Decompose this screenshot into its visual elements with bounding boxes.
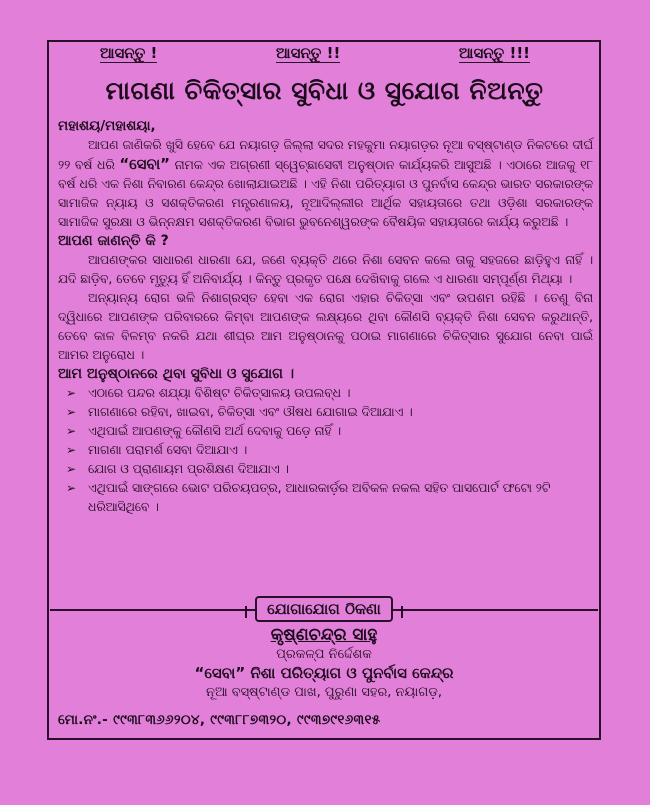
salutation: ମହାଶୟ/ମହାଶୟା, xyxy=(58,118,156,134)
poster-title: ମାଗଣା ଚିକିତ୍ସାର ସୁବିଧା ଓ ସୁଯୋଗ ନିଅନ୍ତୁ xyxy=(105,76,544,105)
exclaim-middle: ଆସନ୍ତୁ !! xyxy=(276,44,341,62)
exclaim-left: ଆସନ୍ତୁ ! xyxy=(100,44,158,62)
phone-numbers: ମୋ.ନଂ.- ୯୯୩୮୩୬୬୨୦୪, ୯୯୩୮୮୭୩୨୦, ୯୯୩୭୯୧୬୩୧୫ xyxy=(58,712,381,728)
arrow-icon: ➢ xyxy=(66,443,77,457)
arrow-icon: ➢ xyxy=(66,481,77,495)
exclaim-right: ଆସନ୍ତୁ !!! xyxy=(458,44,530,62)
list-item: ➢ ଏଥିପାଇଁ ସାଙ୍ଗରେ ଭୋଟ ପରିଚୟପତ୍ର, ଆଧାରକାର୍ଡ଼ର ଅବିକଳ ନକଲ ସହିତ ପାସପୋର୍ଟ ଫଟୋ ୨ଟି ଧରିଆସିଥିବେ । xyxy=(66,481,551,514)
arrow-icon: ➢ xyxy=(66,405,77,419)
intro-suffix: ନାମକ ଏକ ଅଗ୍ରଣୀ ସ୍ୱେଚ୍ଛାସେବୀ ଅନୁଷ୍ଠାନ କାର୍ଯ୍ୟକରି ଆସୁଅଛି । ଏଠାରେ ଆଜକୁ ୧୮ ବର୍ଷ ଧରି ଏକ ନିଶା ନିବାରଣ କେନ୍ଦ୍ର ଖୋଲାଯାଇଅଛି । ଏହି ନିଶା ପରିତ୍ୟାଗ ଓ ପୁନର୍ବାସ କେନ୍ଦ୍ର ଭାରତ ସରକାରଙ୍କ ସାମାଜିକ ନ୍ୟାୟ ଓ ସଶକ୍ତିକରଣ ମନ୍ତ୍ରଣାଳୟ, ନୂଆଦିଲ୍ଲୀର ଆର୍ଥିକ ସହାୟତାରେ ତଥା ଓଡ଼ିଶା ସରକାରଙ୍କ ସାମାଜିକ ସୁରକ୍ଷା ଓ ଭିନ୍ନକ୍ଷମ ସଶକ୍ତିକରଣ ବିଭାଗ ଭୁବନେଶ୍ୱରଙ୍କ ବୈଷୟିକ ସହାୟତାରେ କାର୍ଯ୍ୟ କରୁଅଛି । xyxy=(58,158,593,229)
facilities-list xyxy=(58,384,593,517)
arrow-icon: ➢ xyxy=(66,462,77,476)
contact-heading: ଯୋଗାଯୋଗ ଠିକଣା xyxy=(255,596,393,622)
intro-prefix: ଆପଣ ଜାଣିକରି ଖୁସି ହେବେ ଯେ ନୟାଗଡ଼ ଜିଲ୍ଲା ସଦର ମହକୁମା ନୟାଗଡ଼ର ନୂଆ ବସ୍ଷ୍ଟାଣ୍ଡ ନିକଟରେ ଦୀର୍ଘ ୨୨ ବର୍ଷ ଧରି xyxy=(58,138,593,172)
heading-do-you-know: ଆପଣ ଜାଣନ୍ତି କି ? xyxy=(58,233,169,249)
contact-details xyxy=(50,626,598,702)
arrow-icon: ➢ xyxy=(66,386,77,400)
exclaim-row xyxy=(100,44,530,63)
contact-address: ନୂଆ ବସ୍ଷ୍ଟାଣ୍ଡ ପାଖ, ପୁରୁଣା ସହର, ନୟାଗଡ଼, xyxy=(206,685,442,700)
intro-paragraph xyxy=(58,136,593,232)
request-paragraph: ଅନ୍ୟାନ୍ୟ ରୋଗ ଭଳି ନିଶାଗ୍ରସ୍ତ ହେବା ଏକ ରୋଗ ଏହାର ଚିକିତ୍ସା ଏବଂ ଉପଶମ ରହିଛି । ତେଣୁ ବିନା ଦ୍ୱିଧାରେ ଆପଣଙ୍କ ପରିବାରରେ କିମ୍ବା ଆପଣଙ୍କ ଲକ୍ଷ୍ୟରେ ଥିବା କୌଣସି ବ୍ୟକ୍ତି ନିଶା ସେବନ କରୁଥାନ୍ତି, ତେବେ କାଳ ବିଳମ୍ବ ନକରି ଯଥା ଶୀଘ୍ର ଆମ ଅନୁଷ୍ଠାନକୁ ପଠାଇ ମାଗଣାରେ ଚିକିତ୍ସାର ସୁଯୋଗ ନେବା ପାଇଁ ଆମର ଅନୁରୋଧ । xyxy=(58,291,593,362)
list-item: ➢ ଏଥିପାଇଁ ଆପଣଙ୍କୁ କୌଣସି ଅର୍ଥ ଦେବାକୁ ପଡ଼େ ନାହିଁ । xyxy=(66,422,593,441)
list-item: ➢ ମାଗଣାରେ ରହିବା, ଖାଇବା, ଚିକିତ୍ସା ଏବଂ ଔଷଧ ଯୋଗାଇ ଦିଆଯାଏ । xyxy=(66,403,593,422)
list-item: ➢ ଯୋଗ ଓ ପ୍ରାଣାୟମ ପ୍ରଶିକ୍ଷଣ ଦିଆଯାଏ । xyxy=(66,460,593,479)
contact-name: କୃଷ୍ଣଚନ୍ଦ୍ର ସାହୁ xyxy=(270,625,378,645)
arrow-icon: ➢ xyxy=(66,424,77,438)
contact-org: “ସେବା” ନିଶା ପରିତ୍ୟାଗ ଓ ପୁନର୍ବାସ କେନ୍ଦ୍ର xyxy=(194,664,454,682)
list-item: ➢ ମାଗଣା ପରାମର୍ଶ ସେବା ଦିଆଯାଏ । xyxy=(66,441,593,460)
list-item: ➢ ଏଠାରେ ପନ୍ଦର ଶଯ୍ୟା ବିଶିଷ୍ଟ ଚିକିତ୍ସାଳୟ ଉପଲବ୍ଧ । xyxy=(66,384,593,403)
heading-facilities: ଆମ ଅନୁଷ୍ଠାନରେ ଥିବା ସୁବିଧା ଓ ସୁଯୋଗ । xyxy=(58,366,294,382)
contact-section xyxy=(50,596,598,702)
seva-word: “ସେବା” xyxy=(119,155,170,173)
myth-paragraph: ଆପଣଙ୍କର ସାଧାରଣ ଧାରଣା ଯେ, ଜଣେ ବ୍ୟକ୍ତି ଥରେ ନିଶା ସେବନ କଲେ ତାକୁ ସହଜରେ ଛାଡ଼ିହୁଏ ନାହିଁ । ଯଦି ଛାଡ଼ିବ, ତେବେ ମୃତ୍ୟୁ ହିଁ ଅନିବାର୍ଯ୍ୟ । କିନ୍ତୁ ପ୍ରକୃତ ପକ୍ଷେ ଦେଖିବାକୁ ଗଲେ ଏ ଧାରଣା ସମ୍ପୂର୍ଣ୍ଣ ମିଥ୍ୟା । xyxy=(58,253,593,286)
contact-role: ପ୍ରକଳ୍ପ ନିର୍ଦ୍ଦେଶକ xyxy=(276,647,372,662)
poster-body xyxy=(58,117,593,517)
